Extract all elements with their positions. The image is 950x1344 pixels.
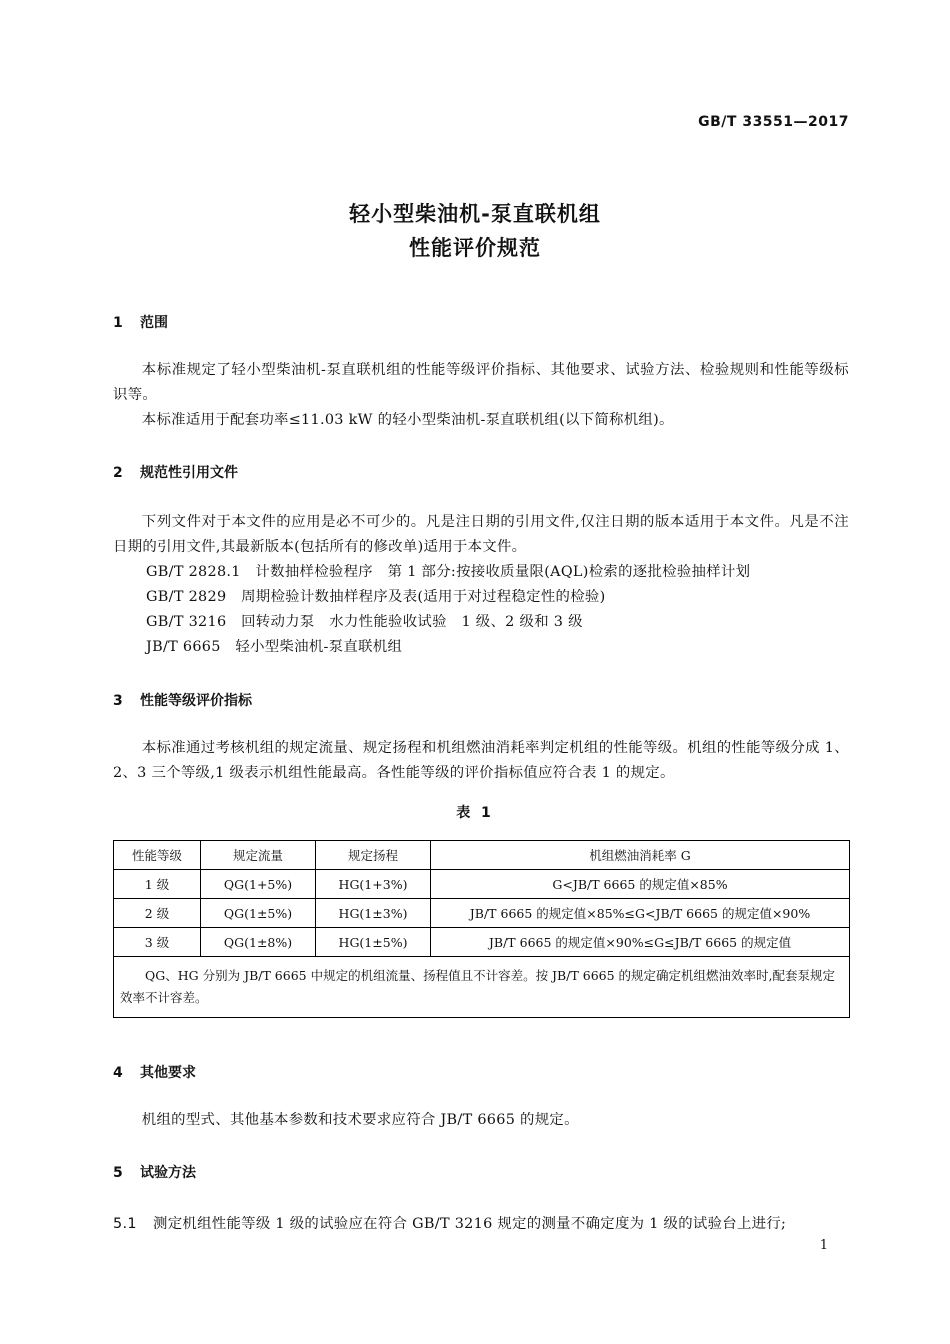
page-number: 1 [819, 1238, 828, 1253]
table-header-cell: 性能等级 [114, 841, 201, 870]
table-header-row [114, 841, 850, 870]
table-cell: 3 级 [114, 928, 201, 957]
section-number: 1 [113, 315, 123, 331]
table-cell: 1 级 [114, 870, 201, 899]
section-1-heading [113, 312, 168, 332]
section-number: 4 [113, 1065, 123, 1081]
table-header-cell: 机组燃油消耗率 G [431, 841, 850, 870]
document-title-line2: 性能评价规范 [409, 236, 541, 260]
clause-text: 测定机组性能等级 1 级的试验应在符合 GB/T 3216 规定的测量不确定度为 1 级的试验台上进行; [153, 1216, 787, 1232]
section-3-heading [113, 690, 252, 710]
table-caption: 表 1 [456, 805, 494, 821]
performance-grade-table [113, 840, 850, 1018]
section-title: 规范性引用文件 [140, 465, 238, 481]
reference-item: GB/T 2828.1 计数抽样检验程序 第 1 部分:按接收质量限(AQL)检索的逐批检验抽样计划 [146, 564, 751, 580]
table-header-cell: 规定流量 [201, 841, 316, 870]
section-number: 5 [113, 1165, 123, 1181]
table-note: QG、HG 分别为 JB/T 6665 中规定的机组流量、扬程值且不计容差。按 JB/T 6665 的规定确定机组燃油效率时,配套泵规定效率不计容差。 [114, 957, 850, 1018]
table-cell: HG(1+3%) [316, 870, 431, 899]
table-cell: HG(1±5%) [316, 928, 431, 957]
section-number: 3 [113, 693, 123, 709]
section-title: 范围 [140, 315, 168, 331]
clause-5-1 [113, 1212, 786, 1233]
section-5-heading [113, 1162, 196, 1182]
table-cell: HG(1±3%) [316, 899, 431, 928]
reference-item: GB/T 3216 回转动力泵 水力性能验收试验 1 级、2 级和 3 级 [146, 614, 583, 630]
section-title: 性能等级评价指标 [140, 693, 252, 709]
table-cell: QG(1±8%) [201, 928, 316, 957]
document-title-line1: 轻小型柴油机-泵直联机组 [349, 202, 601, 226]
table-cell: 2 级 [114, 899, 201, 928]
section-4-paragraph-1: 机组的型式、其他基本参数和技术要求应符合 JB/T 6665 的规定。 [141, 1112, 579, 1128]
section-number: 2 [113, 465, 123, 481]
section-2-heading [113, 462, 238, 482]
standard-number: GB/T 33551—2017 [698, 114, 849, 130]
clause-number: 5.1 [113, 1216, 137, 1232]
section-4-heading [113, 1062, 196, 1082]
table-cell: JB/T 6665 的规定值×90%≤G≤JB/T 6665 的规定值 [431, 928, 850, 957]
section-2-paragraph-1: 下列文件对于本文件的应用是必不可少的。凡是注日期的引用文件,仅注日期的版本适用于本文件。凡是不注日期的引用文件,其最新版本(包括所有的修改单)适用于本文件。 [113, 514, 849, 555]
table-cell: JB/T 6665 的规定值×85%≤G<JB/T 6665 的规定值×90% [431, 899, 850, 928]
table-cell: QG(1+5%) [201, 870, 316, 899]
section-3-paragraph-1: 本标准通过考核机组的规定流量、规定扬程和机组燃油消耗率判定机组的性能等级。机组的性能等级分成 1、2、3 三个等级,1 级表示机组性能最高。各性能等级的评价指标值应符合表 1 的规定。 [113, 740, 849, 781]
table-note-row [114, 957, 850, 1018]
reference-item: JB/T 6665 轻小型柴油机-泵直联机组 [146, 639, 403, 655]
section-title: 试验方法 [140, 1165, 196, 1181]
section-title: 其他要求 [140, 1065, 196, 1081]
reference-item: GB/T 2829 周期检验计数抽样程序及表(适用于对过程稳定性的检验) [146, 589, 606, 605]
table-cell: QG(1±5%) [201, 899, 316, 928]
table-row [114, 899, 850, 928]
section-1-paragraph-2: 本标准适用于配套功率≤11.03 kW 的轻小型柴油机-泵直联机组(以下简称机组)。 [141, 412, 674, 428]
table-cell: G<JB/T 6665 的规定值×85% [431, 870, 850, 899]
section-1-paragraph-1: 本标准规定了轻小型柴油机-泵直联机组的性能等级评价指标、其他要求、试验方法、检验规则和性能等级标识等。 [113, 362, 849, 403]
table-header-cell: 规定扬程 [316, 841, 431, 870]
table-row [114, 870, 850, 899]
table-row [114, 928, 850, 957]
